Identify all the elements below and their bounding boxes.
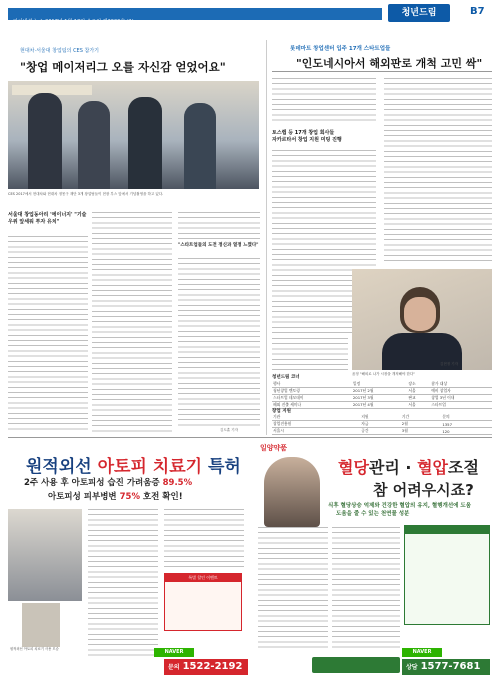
right-photo — [352, 269, 492, 370]
ad-bloodsugar-phone: 상담 1577-7681 — [402, 659, 490, 675]
table-row: 기관 지원 기간 문의 — [272, 414, 492, 421]
left-photo-caption: CES 2017에서 현대차와 현대차 정몽구 재단 3개 창업팀들이 현장 부스 앞에서 기념촬영을 하고 있다. — [8, 192, 164, 196]
table1 — [272, 381, 492, 409]
column-divider — [266, 40, 267, 435]
table-row: 행사 일정 장소 참가 대상 — [272, 381, 492, 388]
left-photo — [8, 81, 259, 189]
right-subhead-line2: 자카르타서 창업 지원 미팅 진행 — [272, 137, 342, 143]
table2-title: 창업 지원 — [272, 409, 291, 414]
left-lead: 서울대 창업동아리 '에이너지' "기술 우위 앞세워 투자 유치" — [8, 212, 87, 225]
right-kicker: 롯데마트 창업센터 입주 17개 스타트업들 — [290, 46, 391, 52]
table1-title: 청년드림 코너 — [272, 375, 300, 380]
ad-bloodsugar-sub2: 도움을 줄 수 있는 천연물 성분 — [336, 511, 410, 517]
ad-bloodsugar-title2: 참 어려우시죠? — [373, 481, 474, 499]
ad-bloodsugar-body-2 — [332, 527, 400, 651]
right-subhead-line1: 토스랩 등 17개 창업 회사들 — [272, 130, 335, 136]
right-photo-caption: 윤정 "해외로 나가 시장을 개척해야 한다" — [352, 372, 415, 376]
table2 — [272, 414, 492, 435]
left-body-col2 — [92, 212, 172, 432]
table-row: 서울시 공간 3월 120 — [272, 428, 492, 435]
ad-divider — [8, 437, 492, 438]
left-title: "창업 메이저리그 오를 자신감 얻었어요" — [20, 60, 226, 74]
header-bar-text: 파이낸셜 뉴스 2017년 1월 18일 수요일 제2000호 (1) — [13, 19, 134, 25]
left-body-col3b — [178, 258, 260, 426]
ad-atopy-phone: 문의 1522-2192 — [164, 659, 248, 675]
table-row: 스타트업 데모데이 2017년 3월 판교 창업 3년 이내 — [272, 395, 492, 402]
ad-atopy-caption: 원적외선 아토피 치료기 사용 모습 — [10, 647, 59, 651]
ad-bloodsugar-title: 혈당관리 · 혈압조절 — [338, 458, 479, 477]
right-body-3 — [384, 78, 492, 264]
ad-bloodsugar — [256, 443, 494, 683]
ad-bloodsugar-badge — [312, 657, 400, 673]
left-kicker: 현대차·서울대 창업팀의 CES 참가기 — [20, 48, 99, 54]
ad-brand-logo: 일양약품 — [260, 444, 288, 452]
ad-atopy-body-1 — [88, 509, 158, 659]
right-body-1 — [272, 78, 376, 124]
ad-atopy-photo — [8, 509, 82, 601]
ad-atopy-device-photo — [22, 603, 60, 647]
page-header — [0, 0, 500, 26]
naver-search-badge: NAVER — [154, 648, 194, 657]
left-subhead: "스타트업들의 도전 정신과 열정 느꼈다" — [178, 243, 259, 248]
ad-atopy — [8, 443, 248, 683]
ad-model-photo — [264, 457, 320, 527]
left-body-col3a — [178, 212, 260, 240]
ad-atopy-line2: 2주 사용 후 아토피성 습진 가려움증 89.5% — [24, 478, 193, 488]
right-body-4 — [272, 338, 348, 370]
left-body-col1 — [8, 236, 88, 432]
right-title-rule — [272, 71, 492, 72]
right-subhead — [272, 130, 376, 144]
right-title: "인도네시아서 해외판로 개척 고민 싹" — [296, 57, 483, 70]
ad-bloodsugar-body-1 — [258, 527, 328, 651]
table-row: 창업진흥원 자금 2월 1357 — [272, 421, 492, 428]
ad-atopy-body-2 — [164, 509, 244, 569]
left-byline: 김도훈 기자 — [220, 428, 239, 432]
section-logo: 청년드림 — [388, 4, 450, 22]
ad-atopy-title: 원적외선 아토피 치료기 특허 — [26, 457, 241, 477]
ad-bloodsugar-sub1: 식후 혈당상승 억제와 건강한 혈압의 유지, 혈행개선에 도움 — [328, 503, 472, 509]
page-number: B7 — [470, 6, 485, 17]
naver-search-badge: NAVER — [402, 648, 442, 657]
header-bar — [8, 8, 382, 25]
table-row: 해외 진출 세미나 2017년 4월 서울 스타트업 — [272, 402, 492, 409]
ad-atopy-promo: 특별 할인 이벤트 — [164, 573, 242, 631]
ad-atopy-line3: 아토피성 피부병변 75% 호전 확인! — [48, 492, 183, 502]
ad-bloodsugar-checklist — [404, 525, 490, 625]
right-byline: 김현정 기자 — [440, 362, 459, 366]
table-row: 청년창업 멘토링 2017년 2월 서울 예비 창업자 — [272, 388, 492, 395]
